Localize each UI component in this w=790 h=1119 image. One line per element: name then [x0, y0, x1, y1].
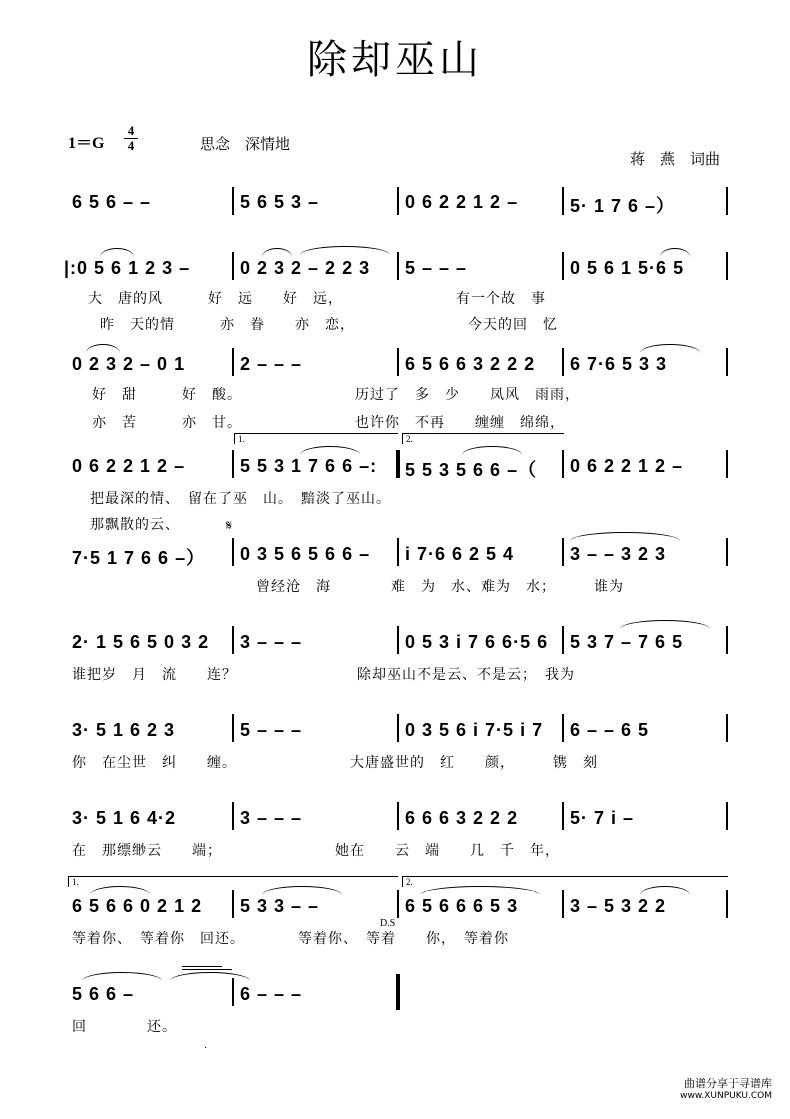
measure: 7·5 1 7 6 6 –）	[72, 548, 206, 568]
measure: 5 – – –	[240, 720, 303, 740]
tremolo-line	[182, 969, 232, 970]
barline	[232, 187, 234, 215]
barline	[726, 348, 728, 376]
measure: 0 3 5 6 5 6 6 –	[240, 544, 371, 564]
barline	[562, 252, 564, 280]
volta-bracket-1: 1.	[68, 876, 398, 887]
measure: 3· 5 1 6 2 3	[72, 720, 176, 740]
measure: 6 – – –	[240, 984, 303, 1004]
slur	[570, 532, 680, 541]
measure: 0 6 2 2 1 2 –	[405, 192, 519, 212]
barline	[726, 450, 728, 478]
measure: 3 – – –	[240, 808, 303, 828]
barline	[397, 187, 399, 215]
measure: 5 6 5 3 –	[240, 192, 320, 212]
measure: 5 5 3 1 7 6 6 –:	[240, 456, 378, 476]
barline	[562, 626, 564, 654]
slur	[262, 886, 342, 895]
lyric-verse-1: 大 唐的风 好 远 好 远， 有一个故 事	[88, 291, 546, 307]
barline	[397, 890, 399, 918]
lyric-verse-1: 你 在尘世 纠 缠。 大唐盛世的 红 颜， 镌 刻	[72, 755, 598, 771]
slur	[100, 248, 134, 257]
barline	[397, 626, 399, 654]
barline	[397, 252, 399, 280]
barline	[232, 538, 234, 566]
measure: 0 2 3 2 – 2 2 3	[240, 258, 371, 278]
barline	[397, 714, 399, 742]
measure: 3 – 5 3 2 2	[570, 896, 667, 916]
measure: 0 6 2 2 1 2 –	[72, 456, 186, 476]
measure: 6 5 6 6 0 2 1 2	[72, 896, 203, 916]
lyric-verse-1: 曾经沧 海 难 为 水、难为 水； 谁为	[256, 579, 624, 595]
barline	[562, 890, 564, 918]
time-signature	[124, 124, 138, 153]
barline	[726, 890, 728, 918]
measure: 5 6 6 –	[72, 984, 135, 1004]
measure: 0 5 6 1 5·6 5	[570, 258, 685, 278]
barline	[232, 450, 234, 478]
slur	[262, 248, 292, 257]
slur	[640, 886, 690, 895]
barline	[232, 802, 234, 830]
slur	[660, 248, 690, 257]
barline	[232, 890, 234, 918]
barline	[726, 714, 728, 742]
volta-bracket-2: 2.	[402, 876, 728, 887]
measure: 5 3 7 – 7 6 5	[570, 632, 684, 652]
measure: 3· 5 1 6 4·2	[72, 808, 177, 828]
measure: 0 5 3 i 7 6 6·5 6	[405, 632, 549, 652]
segno-sign: 𝄋	[226, 518, 233, 534]
measure: 6 5 6 6 6 5 3	[405, 896, 519, 916]
tremolo-line	[182, 966, 222, 967]
measure: 5 3 3 – –	[240, 896, 320, 916]
barline	[397, 802, 399, 830]
measure: 3 – – –	[240, 632, 303, 652]
barline	[232, 978, 234, 1006]
lyric-verse-1: 把最深的情、 留在了巫 山。 黯淡了巫山。	[90, 491, 391, 507]
barline	[232, 348, 234, 376]
measure: 6 5 6 6 3 2 2 2	[405, 354, 536, 374]
volta-bracket-1: 1.	[234, 433, 398, 444]
measure: 5 – – –	[405, 258, 468, 278]
measure: i 7·6 6 2 5 4	[405, 544, 515, 564]
measure: 5 5 3 5 6 6 –（	[405, 460, 538, 480]
lyric-verse-1: 谁把岁 月 流 连？ 除却巫山不是云、不是云； 我为	[72, 667, 575, 683]
barline	[397, 538, 399, 566]
measure: 6 5 6 – –	[72, 192, 152, 212]
slur	[82, 972, 162, 981]
lyric-verse-2: 昨 天的情 亦 眷 亦 恋， 今天的回 忆	[100, 317, 558, 333]
barline	[397, 348, 399, 376]
slur	[300, 446, 360, 455]
time-signature-bottom: 4	[127, 138, 135, 153]
barline	[232, 626, 234, 654]
measure: 0 3 5 6 i 7·5 i 7	[405, 720, 544, 740]
measure: 5· 1 7 6 –）	[570, 196, 676, 216]
watermark-url: www.XUNPUKU.COM	[680, 1091, 772, 1101]
lyric-verse-1: 等着你、 等着你 回还。 等着你、 等着 你， 等着你	[72, 931, 509, 947]
barline	[562, 348, 564, 376]
barline	[726, 187, 728, 215]
dal-segno-mark: D.S	[380, 918, 396, 929]
lyric-verse-1: 好 甜 好 酸。 历过了 多 少 凤风 雨雨，	[92, 387, 580, 403]
barline	[232, 252, 234, 280]
barline	[562, 538, 564, 566]
measure: 2· 1 5 6 5 0 3 2	[72, 632, 210, 652]
watermark	[680, 1077, 772, 1103]
lyric-verse-1: 在 那缥缈云 端； 她在 云 端 几 千 年，	[72, 843, 560, 859]
slur	[170, 972, 250, 981]
decorative-dot: ·	[204, 1043, 208, 1054]
slur	[86, 344, 120, 353]
slur	[300, 246, 390, 255]
volta-bracket-2: 2.	[402, 433, 564, 444]
slur	[462, 446, 522, 455]
barline	[232, 714, 234, 742]
barline	[562, 450, 564, 478]
barline	[726, 626, 728, 654]
measure: 0 2 3 2 – 0 1	[72, 354, 186, 374]
tempo-mood: 思念 深情地	[200, 135, 291, 153]
key-signature: 1＝G	[68, 135, 105, 152]
measure: 5· 7 i –	[570, 808, 635, 828]
measure: 6 6 6 3 2 2 2	[405, 808, 519, 828]
slur	[90, 886, 150, 895]
measure: 6 7·6 5 3 3	[570, 354, 668, 374]
slur	[420, 886, 540, 895]
barline	[726, 252, 728, 280]
lyric-verse-2: 亦 苦 亦 甘。 也许你 不再 缠缠 绵绵，	[92, 415, 565, 431]
measure: 0 6 2 2 1 2 –	[570, 456, 684, 476]
lyric-verse-1: 回 还。	[72, 1019, 177, 1035]
measure: 3 – – 3 2 3	[570, 544, 667, 564]
barline	[726, 802, 728, 830]
repeat-barline	[396, 450, 400, 478]
barline	[726, 538, 728, 566]
song-title: 除却巫山	[307, 37, 483, 83]
measure: 2 – – –	[240, 354, 303, 374]
time-signature-top: 4	[124, 124, 138, 139]
slur	[620, 620, 710, 629]
measure: 6 – – 6 5	[570, 720, 650, 740]
slur	[640, 344, 700, 353]
watermark-title: 曲谱分享于寻谱库	[684, 1077, 772, 1090]
final-barline	[396, 974, 400, 1010]
lyric-verse-2: 那飘散的云、	[90, 517, 180, 533]
barline	[562, 714, 564, 742]
measure: |:0 5 6 1 2 3 –	[64, 258, 191, 278]
barline	[562, 802, 564, 830]
barline	[562, 187, 564, 215]
composer-credit: 蒋 燕 词曲	[630, 150, 721, 168]
